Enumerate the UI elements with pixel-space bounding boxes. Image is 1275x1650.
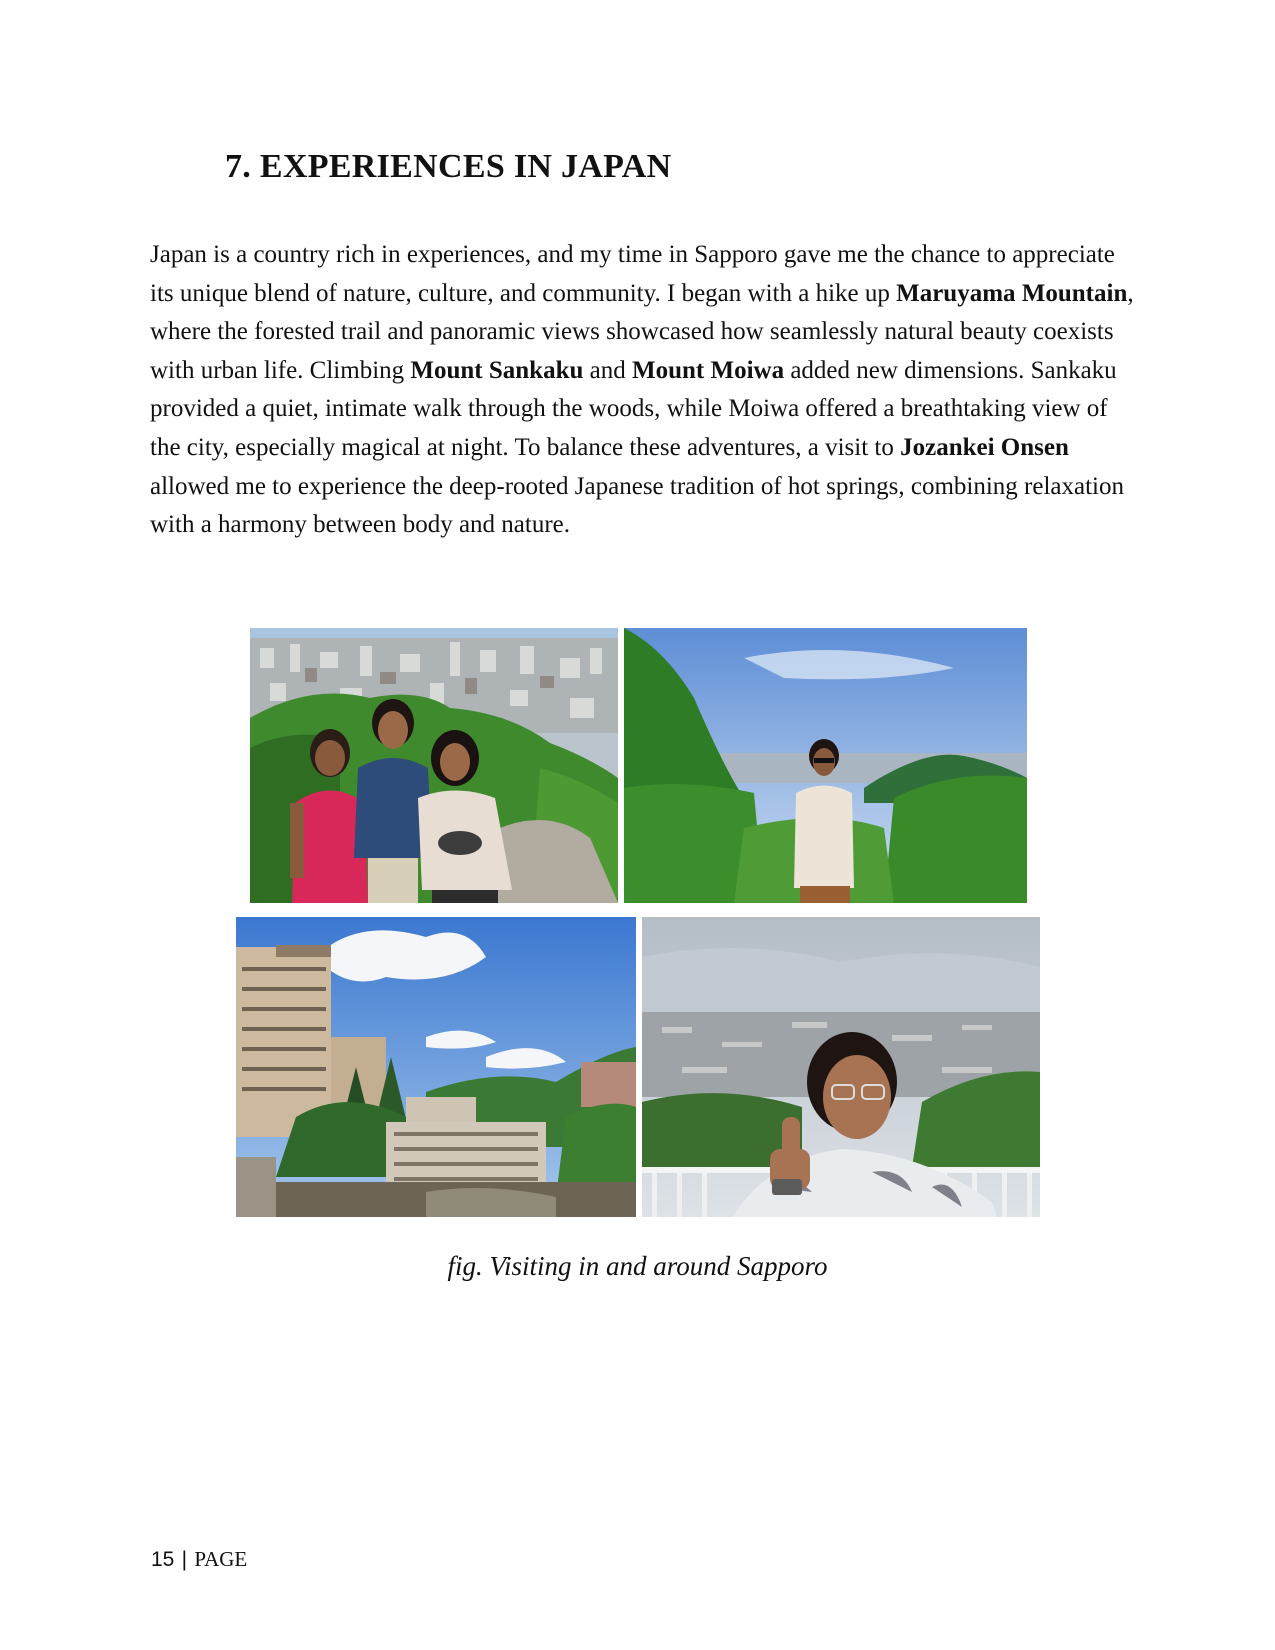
page-number: 15 (151, 1548, 175, 1571)
body-paragraph (150, 236, 1135, 545)
paragraph-text: Japan is a country rich in experiences, and my time in Sapporo gave me the chance to appreciate its unique blend of nature, culture, and community. I began with a hike up (150, 241, 1115, 307)
paragraph-text: , where the forested trail and panoramic views showcased how seamlessly natural beauty coexists with urban life. Climbing (150, 279, 1134, 384)
photo-jozankei-onsen (236, 917, 636, 1217)
photo-selfie-moiwa (642, 917, 1040, 1217)
photo-man-mountain-view (624, 628, 1027, 903)
place-sankaku: Mount Sankaku (410, 356, 584, 384)
page-footer (151, 1547, 247, 1572)
place-moiwa: Mount Moiwa (632, 356, 785, 384)
photo-group-city-view (250, 628, 618, 903)
footer-separator: | (181, 1548, 188, 1571)
paragraph-text: added new dimensions. Sankaku provided a quiet, intimate walk through the woods, while Moiwa offered a breathtaking view of the city, especially magical at night. To balance these adventures, a visit to (150, 356, 1117, 461)
paragraph-text: and (583, 356, 632, 384)
place-jozankei: Jozankei Onsen (900, 433, 1069, 461)
page-label: PAGE (194, 1547, 248, 1571)
section-heading: 7. EXPERIENCES IN JAPAN (225, 148, 672, 185)
figure-caption: fig. Visiting in and around Sapporo (447, 1251, 828, 1281)
paragraph-text: allowed me to experience the deep-rooted Japanese tradition of hot springs, combining relaxation with a harmony between body and nature. (150, 472, 1124, 539)
place-maruyama: Maruyama Mountain (896, 279, 1128, 307)
